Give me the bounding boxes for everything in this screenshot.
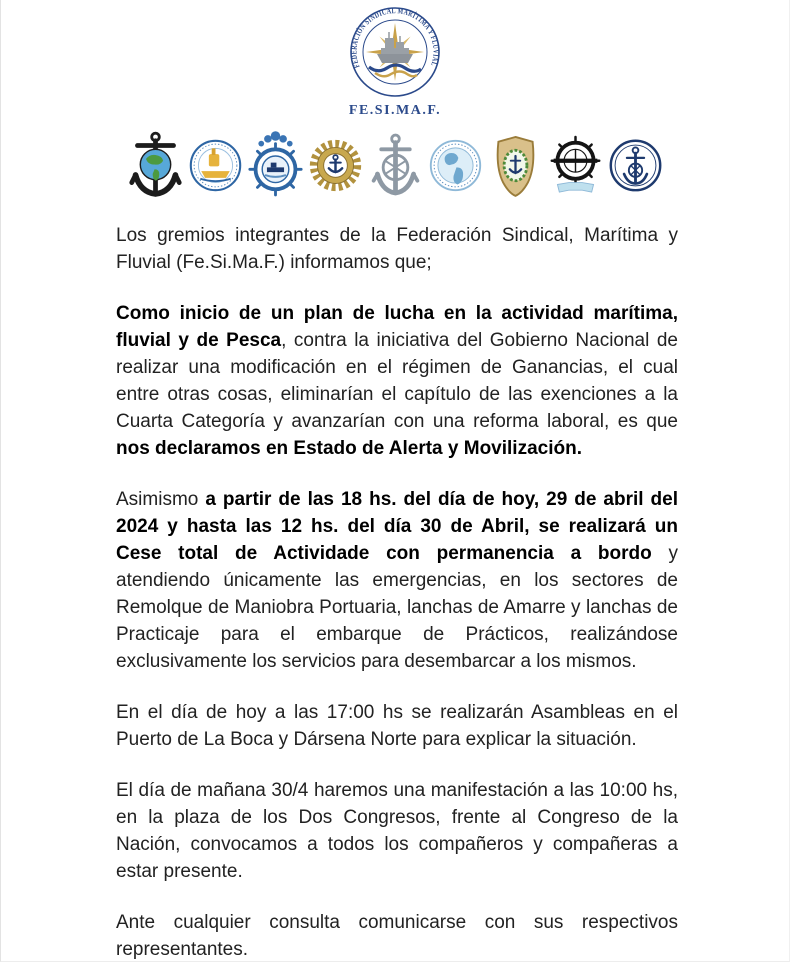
shield-wreath-seal-emblem	[487, 129, 544, 201]
text-segment: En el día de hoy a las 17:00 hs se realizarán Asambleas en el Puerto de La Boca y Dársena Norte para explicar la situación.	[116, 702, 678, 750]
ship-wheel-seal-emblem	[247, 129, 304, 201]
federation-acronym: FE.SI.MA.F.	[348, 103, 442, 118]
anchor-globe-emblem	[127, 129, 184, 201]
americas-map-seal-emblem	[427, 129, 484, 201]
federation-header	[1, 0, 789, 127]
paragraph-asambleas	[116, 699, 678, 753]
paragraph-manifestacion	[116, 777, 678, 885]
gray-anchor-emblem	[367, 129, 424, 201]
text-segment: nos declaramos en Estado de Alerta y Movilización.	[116, 438, 582, 459]
text-segment: a partir de las 18 hs. del día de hoy, 29 de abril del 2024 y hasta las 12 hs. del día 30 de Abril, se realizará un Cese total de Actividade con permanencia a bordo	[116, 489, 678, 564]
paragraph-cese-actividad	[116, 486, 678, 675]
text-segment: Ante cualquier consulta comunicarse con sus respectivos representantes.	[116, 912, 678, 960]
federation-logo	[305, 4, 485, 122]
ribbon-banner-icon	[557, 183, 593, 193]
text-segment: Como inicio de un plan de lucha en la actividad marítima, fluvial y de Pesca	[116, 303, 678, 351]
paragraph-consultas	[116, 909, 678, 962]
text-segment: , contra la iniciativa del Gobierno Nacional de realizar una modificación en el régimen de Ganancias, el cual entre otras cosas, eliminarían el capítulo de las exenciones a la Cuarta Categoría y avanzarían con una reforma laboral, es que	[116, 330, 678, 432]
federation-arc-text: FEDERACIÓN SINDICAL MARÍTIMA Y FLUVIAL	[349, 6, 441, 70]
ship-wheel-icon	[249, 144, 300, 195]
paragraph-plan-de-lucha	[116, 300, 678, 462]
text-segment: y atendiendo únicamente las emergencias, en los sectores de Remolque de Maniobra Portuaria, lanchas de Amarre y lanchas de Practicaje para el embarque de Prácticos, realizándose exclusivamente los servicios para desembarcar a los mismos.	[116, 543, 679, 672]
emblems-row	[1, 129, 789, 201]
text-segment: Los gremios integrantes de la Federación Sindical, Marítima y Fluvial (Fe.Si.Ma.F.) informamos que;	[116, 225, 678, 273]
tugboat-seal-emblem	[187, 129, 244, 201]
text-segment: Asimismo	[116, 489, 206, 510]
gear-anchor-seal-emblem	[307, 129, 364, 201]
navy-anchor-wheel-seal-emblem	[607, 129, 664, 201]
communique-body	[116, 222, 678, 962]
black-wheel-banner-emblem	[547, 129, 604, 201]
paragraph-intro	[116, 222, 678, 276]
text-segment: El día de mañana 30/4 haremos una manifestación a las 10:00 hs, en la plaza de los Dos Congresos, frente al Congreso de la Nación, convocamos a todos los compañeros y compañeras a estar presente.	[116, 780, 678, 882]
ship-wheel-icon	[551, 137, 599, 185]
